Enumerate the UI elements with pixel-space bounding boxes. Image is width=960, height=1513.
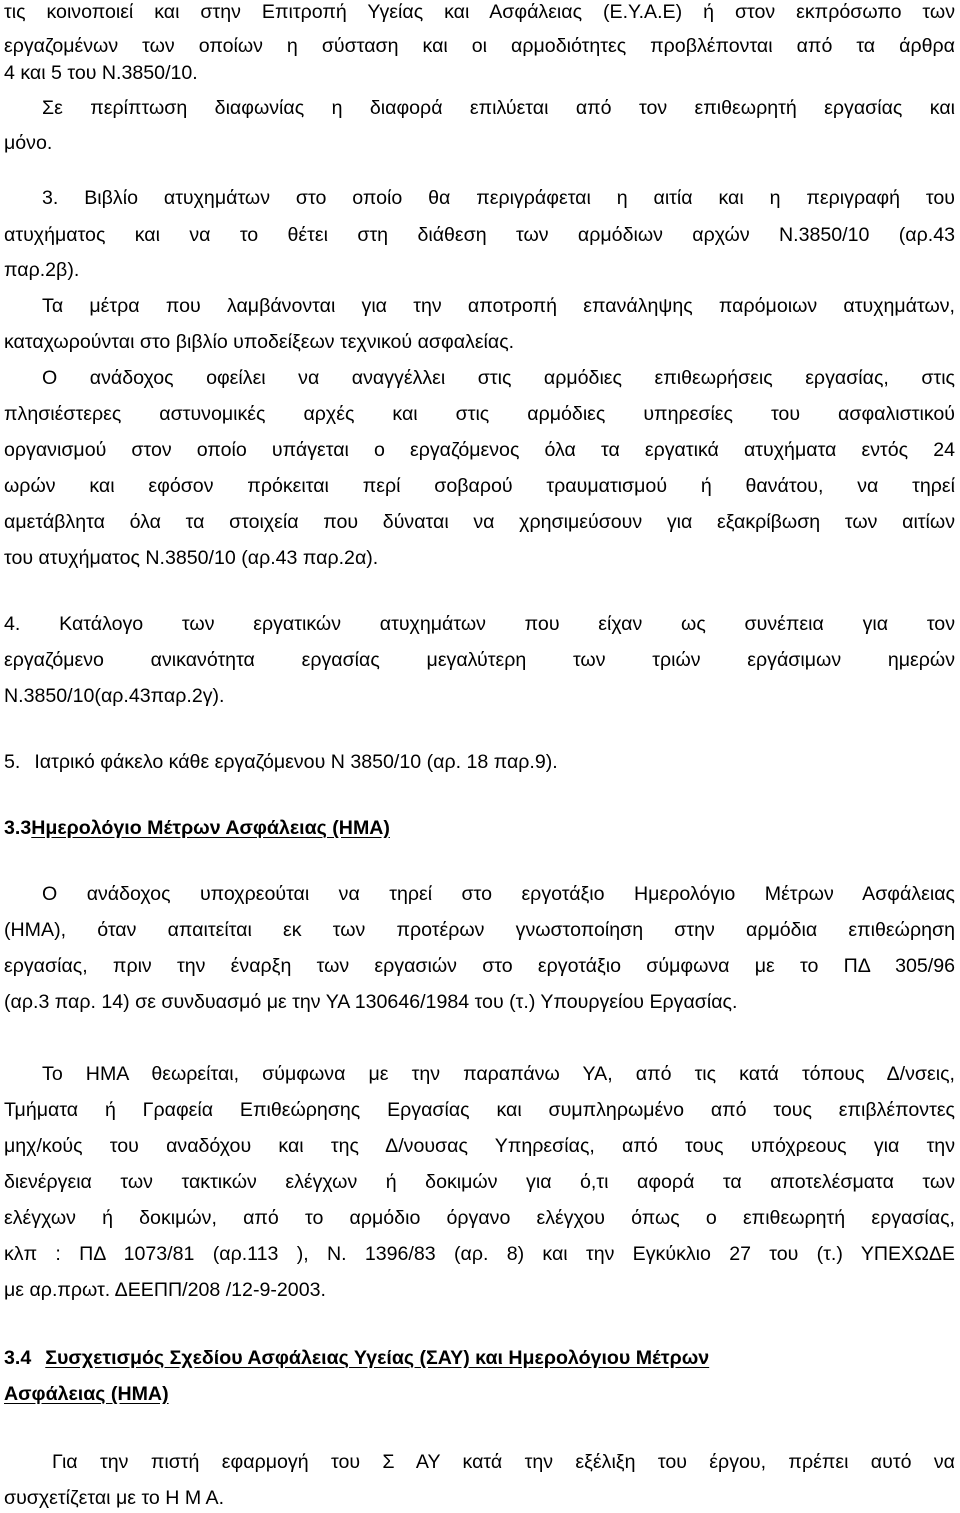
text-line: Σε περίπτωση διαφωνίας η διαφορά επιλύεται από τον επιθεωρητή εργασίας και (42, 97, 955, 119)
text-line: οργανισμού στον οποίο υπάγεται ο εργαζόμενος όλα τα εργατικά ατυχήματα εντός 24 (4, 439, 955, 461)
text-line: παρ.2β). (4, 259, 80, 281)
item-text: Κατάλογο των εργατικών ατυχημάτων που είχαν ως συνέπεια για τον (59, 613, 955, 635)
text-line: Ο ανάδοχος υποχρεούται να τηρεί στο εργοτάξιο Ημερολόγιο Μέτρων Ασφάλειας (42, 883, 955, 905)
item-text: Ιατρικό φάκελο κάθε εργαζόμενου Ν 3850/10 (αρ. 18 παρ.9). (34, 751, 558, 773)
text-line: ωρών και εφόσον πρόκειται περί σοβαρού τραυματισμού ή θανάτου, να τηρεί (4, 475, 955, 497)
text-line: μηχ/κούς του αναδόχου και της Δ/νουσας Υπηρεσίας, από τους υπόχρεους για την (4, 1135, 955, 1157)
text-line: εργασίας, πριν την έναρξη των εργασιών στο εργοτάξιο σύμφωνα με το ΠΔ 305/96 (4, 955, 955, 977)
item-number: 5. (4, 751, 21, 773)
text-line: Τμήματα ή Γραφεία Επιθεώρησης Εργασίας και συμπληρωμένο από τους επιβλέποντες (4, 1099, 955, 1121)
text-line: τις κοινοποιεί και στην Επιτροπή Υγείας και Ασφάλειας (Ε.Υ.Α.Ε) ή στον εκπρόσωπο των (4, 1, 955, 23)
section-heading-3-4-cont (4, 1382, 955, 1406)
section-title: Συσχετισμός Σχεδίου Ασφάλειας Υγείας (ΣΑΥ) και Ημερολόγιου Μέτρων (45, 1347, 710, 1369)
text-line: αμετάβλητα όλα τα στοιχεία που δύναται να χρησιμεύσουν για εξακρίβωση των αιτίων (4, 511, 955, 533)
text-line: διενέργεια των τακτικών ελέγχων ή δοκιμών για ό,τι αφορά τα αποτελέσματα των (4, 1171, 955, 1193)
section-title: Ημερολόγιο Μέτρων Ασφάλειας (ΗΜΑ) (31, 817, 390, 839)
text-line: καταχωρούνται στο βιβλίο υποδείξεων τεχνικού ασφαλείας. (4, 331, 515, 353)
section-title-cont: Ασφάλειας (ΗΜΑ) (4, 1383, 169, 1405)
text-line: εργαζόμενο ανικανότητα εργασίας μεγαλύτερη των τριών εργάσιμων ημερών (4, 649, 955, 671)
text-line: πλησιέστερες αστυνομικές αρχές και στις αρμόδιες υπηρεσίες του ασφαλιστικού (4, 403, 955, 425)
text-line: ατυχήματος και να το θέτει στη διάθεση των αρμόδιων αρχών Ν.3850/10 (αρ.43 (4, 224, 955, 246)
list-item-3-line (42, 186, 955, 210)
text-line: Ν.3850/10(αρ.43παρ.2γ). (4, 685, 225, 707)
item-text: Βιβλίο ατυχημάτων στο οποίο θα περιγράφεται η αιτία και η περιγραφή του (84, 187, 955, 209)
list-item-4-line (4, 612, 955, 636)
text-line: Για την πιστή εφαρμογή του Σ ΑΥ κατά την εξέλιξη του έργου, πρέπει αυτό να (52, 1451, 955, 1473)
text-line: (ΗΜΑ), όταν απαιτείται εκ των προτέρων γνωστοποίηση στην αρμόδια επιθεώρηση (4, 919, 955, 941)
text-line: εργαζομένων των οποίων η σύσταση και οι αρμοδιότητες προβλέπονται από τα άρθρα (4, 35, 955, 57)
section-heading-3-3 (4, 816, 955, 840)
text-line: Το ΗΜΑ θεωρείται, σύμφωνα με την παραπάνω ΥΑ, από τις κατά τόπους Δ/νσεις, (42, 1063, 955, 1085)
section-heading-3-4 (4, 1346, 955, 1370)
text-line: με αρ.πρωτ. ΔΕΕΠΠ/208 /12-9-2003. (4, 1279, 326, 1301)
text-line: 4 και 5 του Ν.3850/10. (4, 62, 198, 84)
text-line: κλπ : ΠΔ 1073/81 (αρ.113 ), Ν. 1396/83 (αρ. 8) και την Εγκύκλιο 27 του (τ.) ΥΠΕΧΩΔΕ (4, 1243, 955, 1265)
list-item-5-line (4, 750, 955, 774)
section-number: 3.3 (4, 817, 32, 839)
text-line: του ατυχήματος Ν.3850/10 (αρ.43 παρ.2α). (4, 547, 379, 569)
item-number: 4. (4, 613, 21, 635)
section-number: 3.4 (4, 1347, 32, 1369)
text-line: Τα μέτρα που λαμβάνονται για την αποτροπή επανάληψης παρόμοιων ατυχημάτων, (42, 295, 955, 317)
text-line: μόνο. (4, 132, 53, 154)
text-line: Ο ανάδοχος οφείλει να αναγγέλλει στις αρμόδιες επιθεωρήσεις εργασίας, στις (42, 367, 955, 389)
text-line: ελέγχων ή δοκιμών, από το αρμόδιο όργανο ελέγχου όπως ο επιθεωρητή εργασίας, (4, 1207, 955, 1229)
text-line: συσχετίζεται με το Η Μ Α. (4, 1487, 225, 1509)
text-line: (αρ.3 παρ. 14) σε συνδυασμό με την ΥΑ 130646/1984 του (τ.) Υπουργείου Εργασίας. (4, 991, 738, 1013)
item-number: 3. (42, 187, 59, 209)
